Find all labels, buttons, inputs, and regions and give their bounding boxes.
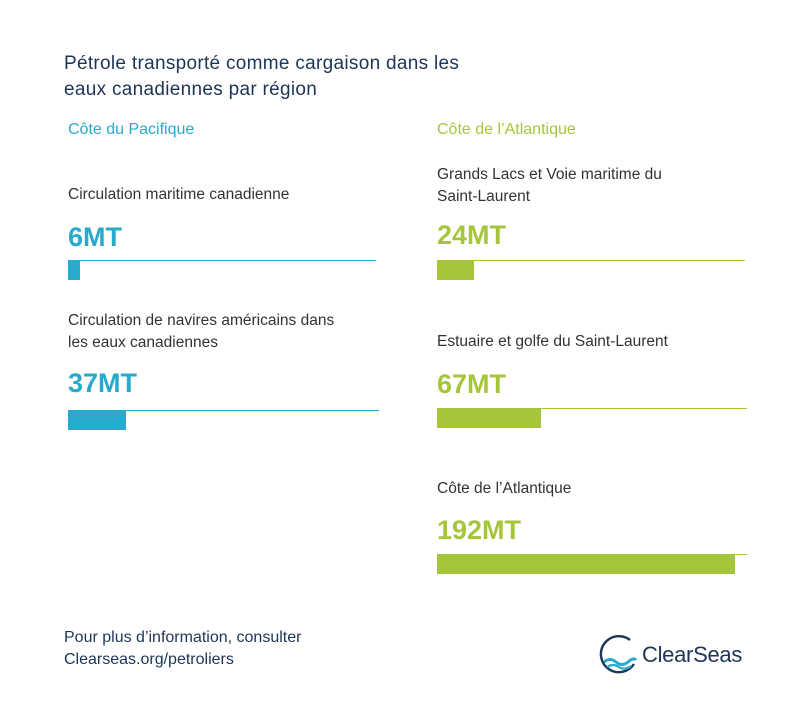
bar-track-line bbox=[437, 260, 745, 261]
bar-label bbox=[68, 310, 388, 354]
bar-label-line-1: Côte de l’Atlantique bbox=[437, 480, 572, 497]
bar-item-pacific-1 bbox=[68, 310, 388, 398]
bar-value-label: 192MT bbox=[437, 515, 522, 545]
bar-label bbox=[437, 164, 757, 208]
bar bbox=[437, 408, 541, 428]
bar-item-atlantic-0 bbox=[437, 164, 757, 250]
chart-title bbox=[64, 51, 584, 103]
bar-label-line-1: Circulation maritime canadienne bbox=[68, 186, 290, 203]
bar-label-line-2: les eaux canadiennes bbox=[68, 334, 218, 351]
clearseas-logo bbox=[598, 634, 758, 682]
footer-link[interactable]: Clearseas.org/petroliers bbox=[64, 651, 234, 668]
footer-note bbox=[64, 627, 301, 671]
bar-track bbox=[437, 554, 747, 574]
bar-label-line-2: Saint-Laurent bbox=[437, 188, 531, 205]
wave-circle-icon bbox=[598, 634, 638, 678]
chart-title-line-1: Pétrole transporté comme cargaison dans les bbox=[64, 53, 460, 74]
bar-label-line-1: Estuaire et golfe du Saint-Laurent bbox=[437, 333, 668, 350]
bar-value-label: 24MT bbox=[437, 220, 507, 250]
bar-label bbox=[437, 331, 757, 353]
bar-value-label: 67MT bbox=[437, 369, 507, 399]
bar bbox=[437, 554, 735, 574]
bar-item-atlantic-1 bbox=[437, 331, 757, 399]
footer-line-1: Pour plus d’information, consulter bbox=[64, 629, 302, 646]
bar-item-pacific-0 bbox=[68, 184, 388, 252]
bar bbox=[437, 260, 474, 280]
logo-text: ClearSeas bbox=[642, 642, 743, 667]
region-heading-pacific: Côte du Pacifique bbox=[68, 121, 195, 138]
bar-item-atlantic-2 bbox=[437, 478, 757, 545]
bar-value-label: 6MT bbox=[68, 222, 122, 252]
bar-track-line bbox=[68, 260, 376, 261]
bar-track bbox=[437, 408, 747, 428]
bar bbox=[68, 260, 80, 280]
region-heading-atlantic: Côte de l’Atlantique bbox=[437, 121, 576, 138]
bar-track bbox=[437, 260, 745, 280]
bar bbox=[68, 410, 126, 430]
bar-track bbox=[68, 410, 379, 430]
bar-label-line-1: Circulation de navires américains dans bbox=[68, 312, 335, 329]
bar-label bbox=[437, 478, 757, 500]
chart-title-line-2: eaux canadiennes par région bbox=[64, 79, 318, 100]
bar-label-line-1: Grands Lacs et Voie maritime du bbox=[437, 166, 662, 183]
bar-value-label: 37MT bbox=[68, 368, 138, 398]
bar-track bbox=[68, 260, 376, 280]
bar-label bbox=[68, 184, 388, 206]
